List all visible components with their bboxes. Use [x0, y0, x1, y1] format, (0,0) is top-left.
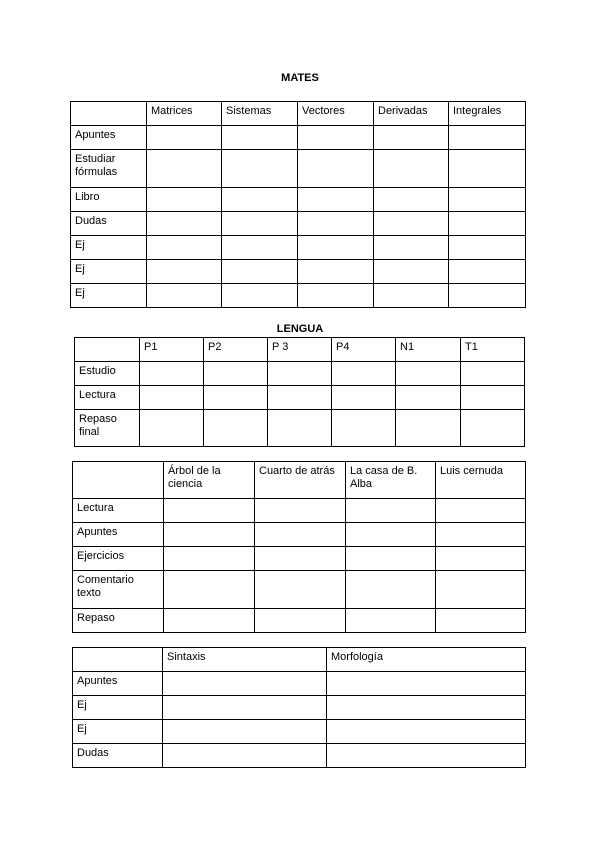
lecturas-row-label-repaso: Repaso	[73, 609, 164, 633]
table-row	[71, 284, 526, 308]
mates-header-row	[71, 102, 526, 126]
table-row	[71, 126, 526, 150]
lecturas-cell	[164, 499, 255, 523]
lengua-cell	[204, 386, 268, 410]
lecturas-col-header-corner	[73, 462, 164, 499]
mates-cell	[147, 284, 222, 308]
lecturas-col-header-luis-cernuda: Luis cernuda	[436, 462, 526, 499]
mates-cell	[298, 284, 374, 308]
table-row	[71, 212, 526, 236]
lengua-cell	[268, 386, 332, 410]
lengua-cell	[140, 362, 204, 386]
gramatica-row-label-ej: Ej	[73, 696, 163, 720]
lecturas-cell	[346, 523, 436, 547]
table-row	[75, 362, 525, 386]
lecturas-cell	[164, 571, 255, 609]
mates-cell	[449, 236, 526, 260]
lecturas-cell	[436, 571, 526, 609]
lecturas-header-row	[73, 462, 526, 499]
mates-cell	[449, 188, 526, 212]
gramatica-cell	[327, 744, 526, 768]
mates-cell	[298, 236, 374, 260]
lecturas-cell	[255, 609, 346, 633]
lengua-header-row	[75, 338, 525, 362]
lecturas-cell	[346, 571, 436, 609]
gramatica-row-label-apuntes: Apuntes	[73, 672, 163, 696]
lengua-cell	[461, 410, 525, 447]
mates-row-label-ej: Ej	[71, 260, 147, 284]
table-row	[73, 720, 526, 744]
lengua-cell	[268, 410, 332, 447]
table-row	[73, 696, 526, 720]
mates-col-header-matrices: Matrices	[147, 102, 222, 126]
lengua-col-header-corner	[75, 338, 140, 362]
mates-cell	[374, 150, 449, 188]
lecturas-cell	[164, 547, 255, 571]
lecturas-cell	[346, 499, 436, 523]
gramatica-cell	[327, 696, 526, 720]
lengua-col-header-t1: T1	[461, 338, 525, 362]
lecturas-row-label-ejercicios: Ejercicios	[73, 547, 164, 571]
table-row	[73, 571, 526, 609]
lecturas-cell	[346, 609, 436, 633]
mates-table	[70, 101, 526, 308]
lecturas-cell	[255, 499, 346, 523]
gramatica-cell	[327, 672, 526, 696]
lengua-cell	[396, 362, 461, 386]
mates-cell	[449, 126, 526, 150]
lecturas-cell	[164, 523, 255, 547]
table-row	[73, 523, 526, 547]
gramatica-col-header-corner	[73, 648, 163, 672]
mates-col-header-vectores: Vectores	[298, 102, 374, 126]
mates-cell	[449, 212, 526, 236]
mates-title: MATES	[281, 72, 319, 84]
lecturas-row-label-apuntes: Apuntes	[73, 523, 164, 547]
gramatica-row-label-dudas: Dudas	[73, 744, 163, 768]
mates-cell	[147, 126, 222, 150]
lecturas-row-label-lectura: Lectura	[73, 499, 164, 523]
mates-row-label-estudiar-formulas: Estudiar fórmulas	[71, 150, 147, 188]
gramatica-cell	[163, 696, 327, 720]
mates-col-header-sistemas: Sistemas	[222, 102, 298, 126]
gramatica-table	[72, 647, 526, 768]
table-row	[75, 410, 525, 447]
lengua-cell	[204, 362, 268, 386]
lengua-cell	[461, 386, 525, 410]
lecturas-col-header-la-casa-de-b-alba: La casa de B. Alba	[346, 462, 436, 499]
mates-cell	[222, 284, 298, 308]
gramatica-cell	[163, 720, 327, 744]
lengua-title: LENGUA	[276, 323, 324, 335]
lecturas-cell	[436, 523, 526, 547]
mates-cell	[222, 260, 298, 284]
mates-cell	[449, 260, 526, 284]
table-row	[73, 609, 526, 633]
lengua-cell	[332, 386, 396, 410]
lengua-cell	[204, 410, 268, 447]
mates-cell	[298, 126, 374, 150]
mates-cell	[147, 236, 222, 260]
mates-cell	[222, 212, 298, 236]
mates-cell	[222, 188, 298, 212]
mates-cell	[298, 260, 374, 284]
lengua-cell	[140, 410, 204, 447]
lengua-row-label-repaso-final: Repaso final	[75, 410, 140, 447]
mates-row-label-ej: Ej	[71, 236, 147, 260]
lecturas-row-label-comentario-texto: Comentario texto	[73, 571, 164, 609]
lengua-row-label-lectura: Lectura	[75, 386, 140, 410]
mates-cell	[147, 212, 222, 236]
lecturas-cell	[436, 499, 526, 523]
mates-col-header-integrales: Integrales	[449, 102, 526, 126]
lecturas-cell	[255, 523, 346, 547]
mates-cell	[298, 150, 374, 188]
table-row	[71, 150, 526, 188]
gramatica-col-header-sintaxis: Sintaxis	[163, 648, 327, 672]
gramatica-cell	[327, 720, 526, 744]
mates-cell	[222, 150, 298, 188]
mates-row-label-dudas: Dudas	[71, 212, 147, 236]
gramatica-cell	[163, 744, 327, 768]
gramatica-header-row	[73, 648, 526, 672]
mates-cell	[147, 150, 222, 188]
lengua-col-header-p-3: P 3	[268, 338, 332, 362]
lengua-table	[74, 337, 525, 447]
mates-cell	[374, 188, 449, 212]
mates-cell	[298, 188, 374, 212]
gramatica-cell	[163, 672, 327, 696]
mates-cell	[222, 126, 298, 150]
lengua-cell	[396, 410, 461, 447]
mates-cell	[374, 236, 449, 260]
lecturas-cell	[255, 571, 346, 609]
mates-cell	[374, 260, 449, 284]
lecturas-cell	[436, 547, 526, 571]
lecturas-col-header-arbol-de-la-ciencia: Árbol de la ciencia	[164, 462, 255, 499]
table-row	[73, 672, 526, 696]
mates-cell	[147, 188, 222, 212]
lecturas-cell	[255, 547, 346, 571]
lengua-col-header-n1: N1	[396, 338, 461, 362]
table-row	[75, 386, 525, 410]
mates-cell	[298, 212, 374, 236]
mates-cell	[374, 126, 449, 150]
table-row	[71, 260, 526, 284]
mates-row-label-ej: Ej	[71, 284, 147, 308]
mates-col-header-corner	[71, 102, 147, 126]
mates-col-header-derivadas: Derivadas	[374, 102, 449, 126]
table-row	[73, 744, 526, 768]
table-row	[71, 188, 526, 212]
lengua-col-header-p2: P2	[204, 338, 268, 362]
mates-cell	[222, 236, 298, 260]
mates-cell	[449, 284, 526, 308]
lengua-cell	[268, 362, 332, 386]
gramatica-col-header-morfologia: Morfología	[327, 648, 526, 672]
lengua-cell	[332, 410, 396, 447]
lengua-cell	[140, 386, 204, 410]
mates-cell	[374, 284, 449, 308]
lecturas-cell	[436, 609, 526, 633]
lengua-cell	[396, 386, 461, 410]
table-row	[71, 236, 526, 260]
lengua-col-header-p4: P4	[332, 338, 396, 362]
lengua-col-header-p1: P1	[140, 338, 204, 362]
lecturas-table	[72, 461, 526, 633]
lengua-cell	[332, 362, 396, 386]
lengua-cell	[461, 362, 525, 386]
lecturas-cell	[164, 609, 255, 633]
mates-cell	[374, 212, 449, 236]
table-row	[73, 547, 526, 571]
lecturas-col-header-cuarto-de-atras: Cuarto de atrás	[255, 462, 346, 499]
lecturas-cell	[346, 547, 436, 571]
mates-cell	[147, 260, 222, 284]
table-row	[73, 499, 526, 523]
mates-row-label-apuntes: Apuntes	[71, 126, 147, 150]
mates-row-label-libro: Libro	[71, 188, 147, 212]
lengua-row-label-estudio: Estudio	[75, 362, 140, 386]
gramatica-row-label-ej: Ej	[73, 720, 163, 744]
mates-cell	[449, 150, 526, 188]
